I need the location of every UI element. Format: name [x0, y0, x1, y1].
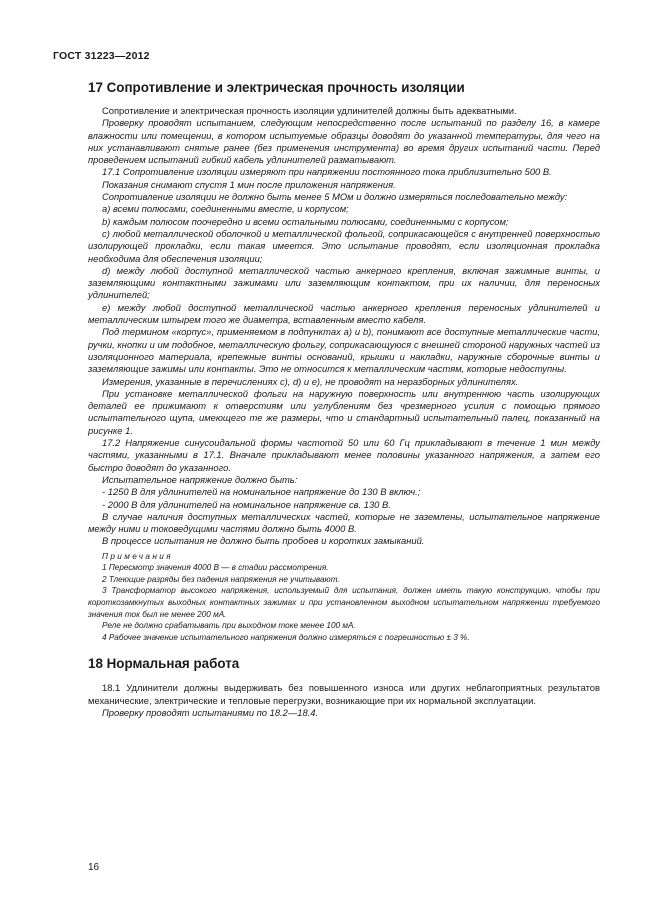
- section-17-title: 17 Сопротивление и электрическая прочность изоляции: [88, 80, 465, 95]
- paragraph: Измерения, указанные в перечислениях c), d) и e), не проводят на неразборных удлинителях.: [102, 375, 519, 387]
- notes-block: [88, 551, 600, 644]
- list-item: d) между любой доступной металлической частью анкерного крепления, включая зажимные винты, и заземляющими контактными зажимами или заземляющим контактом, при их наличии, для переносных удлинителей;: [88, 264, 600, 301]
- note-item: 2 Тлеющие разряды без падения напряжения не учитывают.: [102, 574, 340, 584]
- paragraph: Сопротивление изоляции не должно быть менее 5 МОм и должно измеряться последовательно между:: [102, 191, 568, 203]
- paragraph: 18.1 Удлинители должны выдерживать без повышенного износа или других неблагоприятных результатов механические, электрические и тепловые перегрузки, возникающие при их нормальной эксплуатации.: [88, 682, 600, 706]
- note-item: 1 Пересмотр значения 4000 В — в стадии рассмотрения.: [102, 563, 329, 573]
- note-item: 3 Трансформатор высокого напряжения, используемый для испытания, должен иметь такую конструкцию, чтобы при короткозамкнутых выходных контактных зажимах и при установленном выходном испытательном напряжении требуемого значения ток был не менее 200 мА.: [88, 586, 600, 619]
- paragraph: 17.1 Сопротивление изоляции измеряют при напряжении постоянного тока приблизительно 500 В.: [102, 166, 552, 178]
- paragraph: Испытательное напряжение должно быть:: [102, 473, 298, 485]
- notes-title: Примечания: [102, 551, 173, 561]
- page-content: [88, 70, 600, 719]
- list-item: b) каждым полюсом поочередно и всеми остальными полюсами, соединенными с корпусом;: [102, 215, 509, 227]
- paragraph: При установке металлической фольги на наружную поверхность или внутреннюю часть изолирующих деталей ее прижимают к отверстиям или углублениям без чрезмерного усилия с помощью прямого испытательного щупа, имеющего те же размеры, что и стандартный испытательный палец, показанный на рисунке 1.: [88, 387, 600, 436]
- list-item: e) между любой доступной металлической частью анкерного крепления переносных удлинителей и металлическим штырем того же диаметра, вставленным вместо кабеля.: [88, 301, 600, 326]
- list-item: a) всеми полюсами, соединенными вместе, и корпусом;: [102, 203, 349, 215]
- list-item: c) любой металлической оболочкой и металлической фольгой, соприкасающейся с внутренней поверхностью изолирующей прокладки, если такая имеется. Это испытание проводят, если изоляционная прокладка необходима для обеспечения изоляции;: [88, 227, 600, 264]
- list-item: - 1250 В для удлинителей на номинальное напряжение до 130 В включ.;: [102, 486, 421, 498]
- section-18-title: 18 Нормальная работа: [88, 656, 240, 672]
- paragraph: Проверку проводят испытаниями по 18.2—18.4.: [102, 707, 319, 719]
- paragraph: Сопротивление и электрическая прочность изоляции удлинителей должны быть адекватными.: [102, 105, 517, 116]
- list-item: - 2000 В для удлинителей на номинальное напряжение св. 130 В.: [102, 498, 391, 510]
- note-item: Реле не должно срабатывать при выходном токе менее 100 мА.: [102, 621, 356, 631]
- paragraph: Проверку проводят испытанием, следующим непосредственно после испытаний по разделу 16, в камере влажности или помещении, в котором испытуемые образцы доводят до указанной температуры, для чего на них устанавливают снятые ранее (без применения инструмента) во время других испытаний части. Перед проведением испытаний гибкий кабель удлинителей разматывают.: [88, 117, 600, 166]
- paragraph: 17.2 Напряжение синусоидальной формы частотой 50 или 60 Гц прикладывают в течение 1 мин между частями, указанными в 17.1. Вначале прикладывают менее половины указанного напряжения, а затем его быстро доводят до указанного.: [88, 437, 600, 473]
- page-number: 16: [88, 862, 100, 873]
- paragraph: В случае наличия доступных металлических частей, которые не заземлены, испытательное напряжение между ними и токоведущими частями должно быть 4000 В.: [88, 510, 600, 535]
- note-item: 4 Рабочее значение испытательного напряжения должно измеряться с погрешностью ± 3 %.: [102, 632, 470, 642]
- standard-header: ГОСТ 31223—2012: [53, 50, 150, 62]
- paragraph: В процессе испытания не должно быть пробоев и коротких замыканий.: [102, 535, 425, 547]
- paragraph: Под термином «корпус», применяемом в подпунктах a) и b), понимают все доступные металлические части, ручки, кнопки и им подобное, металлическую фольгу, соприкасающуюся с внешней стороной наружных частей из изоляционного материала, крепежные винты оснований, крышки и накладки, наружные сборочные винты и заземляющие зажимы или контакты. Это не относится к металлическим частям, которые недоступны.: [88, 326, 600, 375]
- paragraph: Показания снимают спустя 1 мин после приложения напряжения.: [102, 178, 396, 190]
